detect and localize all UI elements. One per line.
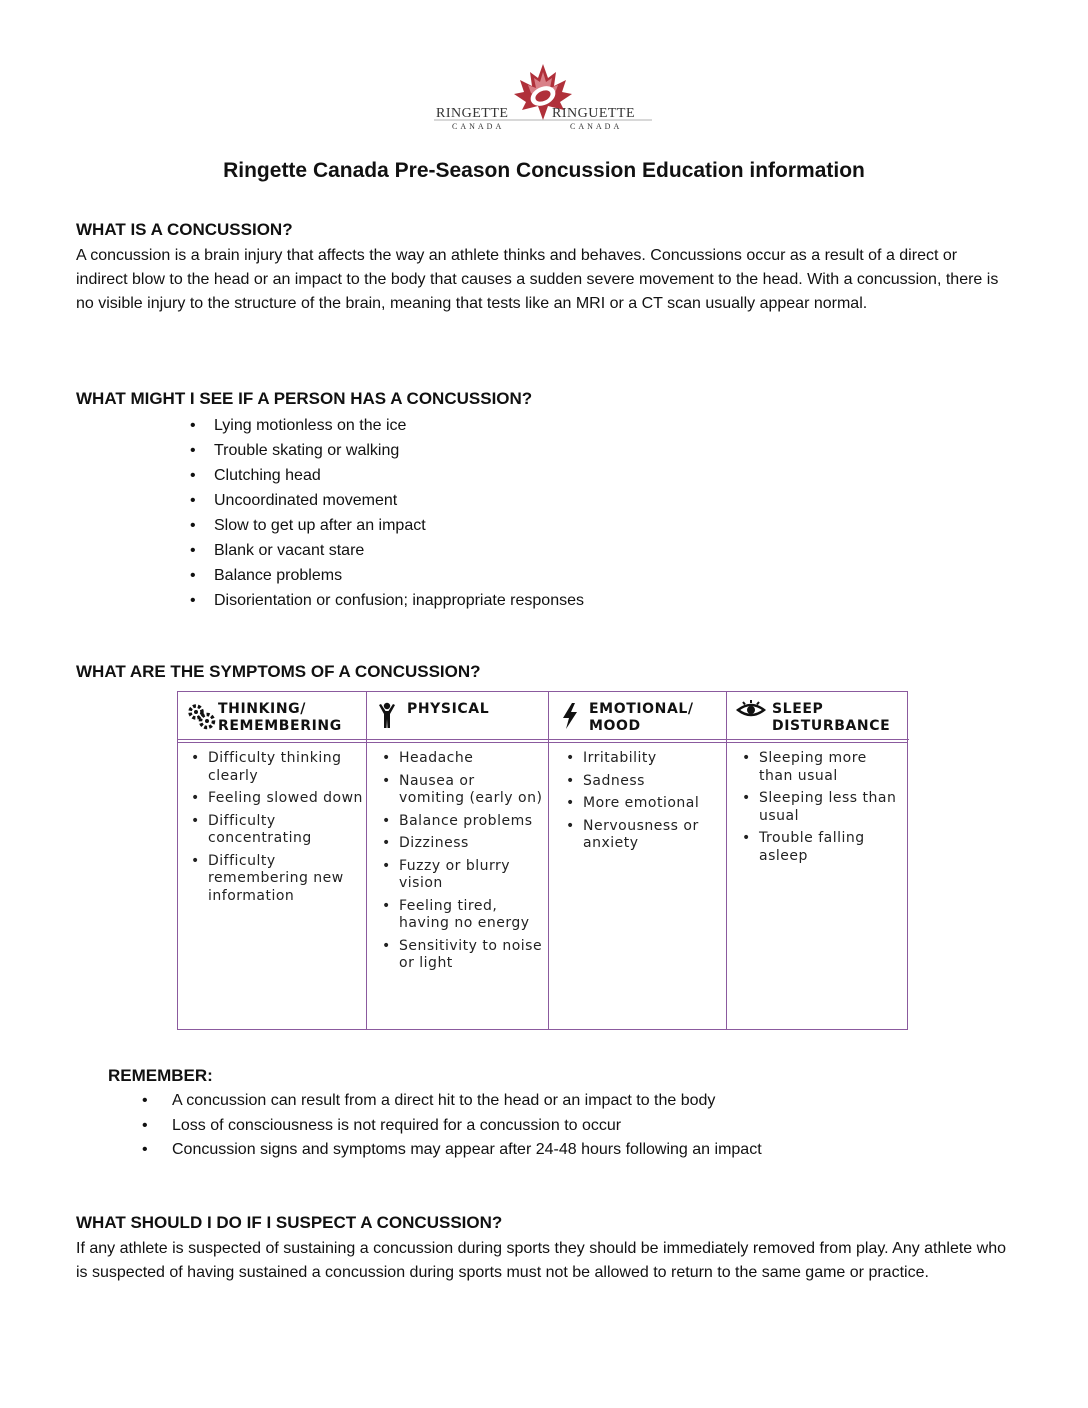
what-see-list	[214, 413, 584, 613]
list-item: • Balance problems	[399, 813, 544, 831]
list-item: • Nausea or vomiting (early on)	[399, 773, 544, 808]
lightning-icon	[561, 702, 579, 730]
list-item: • Slow to get up after an impact	[214, 513, 584, 538]
logo-name-english: RINGETTE	[436, 106, 509, 121]
ringette-canada-logo	[432, 60, 654, 138]
remember-heading: REMEMBER:	[108, 1066, 213, 1085]
what-do-heading: WHAT SHOULD I DO IF I SUSPECT A CONCUSSION?	[76, 1213, 503, 1232]
symptom-column-sleep	[727, 692, 909, 1029]
symptoms-heading: WHAT ARE THE SYMPTOMS OF A CONCUSSION?	[76, 662, 481, 681]
list-item: • Difficulty concentrating	[208, 813, 363, 848]
person-icon	[377, 702, 397, 730]
list-item: • Sadness	[583, 773, 725, 791]
list-item: • Trouble skating or walking	[214, 438, 584, 463]
list-item: • More emotional	[583, 795, 725, 813]
list-item: • Blank or vacant stare	[214, 538, 584, 563]
symptom-column-physical	[367, 692, 549, 1029]
list-item: • Fuzzy or blurry vision	[399, 858, 544, 893]
list-item: • Clutching head	[214, 463, 584, 488]
list-item: • Feeling tired, having no energy	[399, 898, 544, 933]
symptom-list	[208, 750, 363, 910]
list-item: • Sensitivity to noise or light	[399, 938, 544, 973]
document-title: Ringette Canada Pre-Season Concussion Education information	[223, 159, 865, 182]
logo-name-french: RINGUETTE	[552, 106, 636, 121]
logo-sub-english: CANADA	[452, 122, 505, 131]
list-item: • Loss of consciousness is not required for a concussion to occur	[172, 1114, 762, 1139]
list-item: • Lying motionless on the ice	[214, 413, 584, 438]
list-item: • Concussion signs and symptoms may appear after 24-48 hours following an impact	[172, 1138, 762, 1163]
list-item: • A concussion can result from a direct hit to the head or an impact to the body	[172, 1089, 762, 1114]
symptom-list	[759, 750, 904, 870]
list-item: • Sleeping more than usual	[759, 750, 904, 785]
list-item: • Difficulty thinking clearly	[208, 750, 363, 785]
list-item: • Feeling slowed down	[208, 790, 363, 808]
list-item: • Uncoordinated movement	[214, 488, 584, 513]
symptom-list	[583, 750, 725, 858]
column-title: PHYSICAL	[407, 701, 490, 717]
list-item: • Trouble falling asleep	[759, 830, 904, 865]
symptom-column-thinking	[178, 692, 367, 1029]
symptom-list	[399, 750, 544, 978]
what-is-heading: WHAT IS A CONCUSSION?	[76, 220, 293, 239]
gears-icon	[186, 702, 216, 730]
list-item: • Disorientation or confusion; inappropriate responses	[214, 588, 584, 613]
symptom-column-emotional	[549, 692, 727, 1029]
logo-sub-french: CANADA	[570, 122, 623, 131]
list-item: • Dizziness	[399, 835, 544, 853]
remember-list	[172, 1089, 762, 1163]
list-item: • Balance problems	[214, 563, 584, 588]
list-item: • Nervousness or anxiety	[583, 818, 725, 853]
list-item: • Sleeping less than usual	[759, 790, 904, 825]
column-title: EMOTIONAL/ MOOD	[589, 701, 694, 734]
list-item: • Headache	[399, 750, 544, 768]
list-item: • Difficulty remembering new information	[208, 853, 363, 906]
column-title: SLEEP DISTURBANCE	[772, 701, 891, 734]
what-is-body: A concussion is a brain injury that affects the way an athlete thinks and behaves. Concussions occur as a result of a direct or indirect blow to the head or an impact to the body that causes a sudden severe movement to the head. With a concussion, there is no visible injury to the structure of the brain, meaning that tests like an MRI or a CT scan usually appear normal.	[76, 247, 999, 312]
column-title: THINKING/ REMEMBERING	[218, 701, 342, 734]
eye-icon	[736, 700, 766, 720]
what-see-heading: WHAT MIGHT I SEE IF A PERSON HAS A CONCUSSION?	[76, 389, 533, 408]
what-do-body: If any athlete is suspected of sustaining a concussion during sports they should be immediately removed from play. Any athlete who is suspected of having sustained a concussion during sports must not be allowed to return to the same game or practice.	[76, 1240, 1006, 1281]
symptoms-table	[177, 691, 908, 1030]
list-item: • Irritability	[583, 750, 725, 768]
